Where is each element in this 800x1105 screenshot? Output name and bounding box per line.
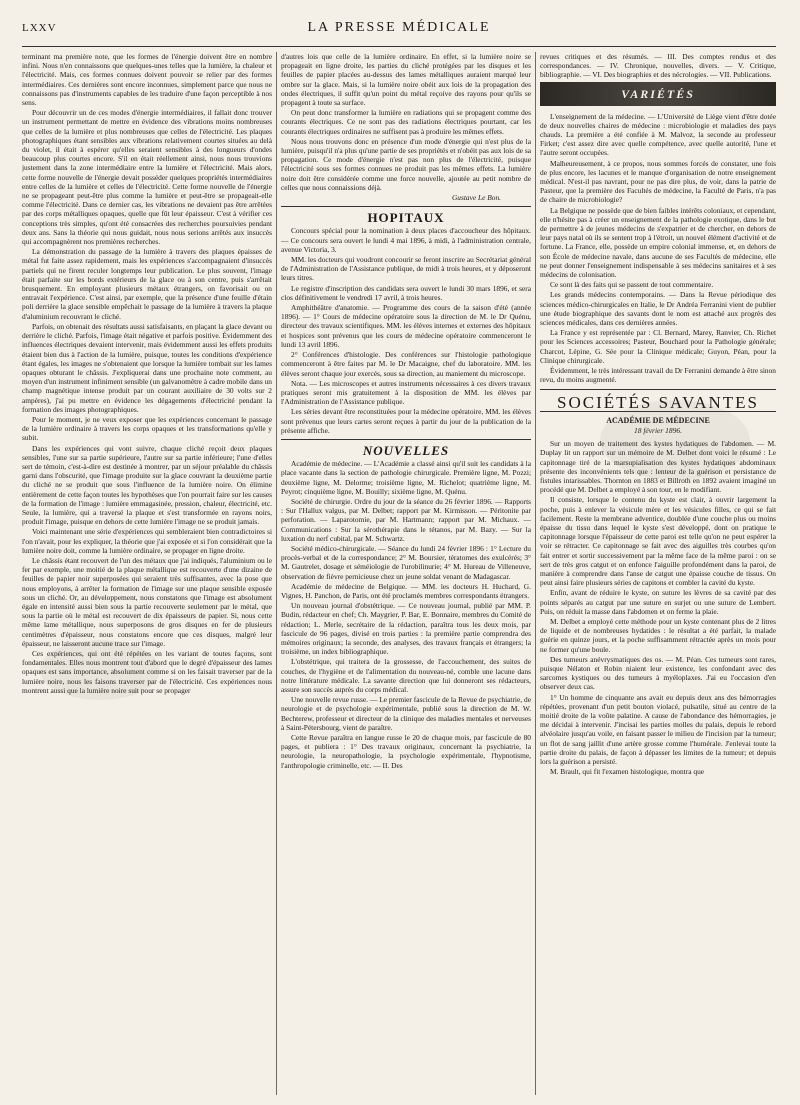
news-item: Concours spécial pour la nomination à deux places d'accoucheur des hôpitaux. — Ce concours sera ouvert le lundi 4 mai 1896, à midi, à l'administration centrale, avenue Victoria, 3. [281,226,531,254]
news-item: Académie de médecine. — L'Académie a classé ainsi qu'il suit les candidats à la place vacante dans la section de pathologie chirurgicale. Première ligne, M. Pozzi; deuxième ligne, M. Delorme; troisième ligne, M. Richelot; quatrième ligne, M. Peyrot; cinquième ligne, M. Bouilly; sixième ligne, M. Quénu. [281,459,531,496]
news-item: Malheureusement, à ce propos, nous sommes forcés de constater, une fois de plus encore, les lacunes et le manque d'organisation de notre enseignement médical. N'est-il pas navrant, pour ne pas dire plus, de voir, dans la patrie de Pasteur, que la première des Facultés de médecine, la Faculté de Paris, n'a pas de chaire de microbiologie? [540,158,776,205]
report-paragraph: Enfin, avant de réduire le kyste, on suture les lèvres de sa cavité par des points séparés au catgut par une suture en surjet ou une suture de Lembert. Puis, on réduit la masse dans l'abdomen et on ferme la plaie. [540,588,776,616]
article-paragraph: Le châssis étant recouvert de l'un des métaux que j'ai indiqués, l'aluminium ou le fer par exemple, une moitié de la plaque métallique est recouverte d'une dizaine de feuilles de papier noir superposées qui seraient très suffisantes, avec la pose que nous employons, à arrêter la formation de l'image sur une plaque sensible exposée sous un cliché. Or, au développement, nous constatons que l'image est absolument égale en intensité aussi bien sous la partie recouverte seulement par le métal, que sous la partie où le métal est recouvert de dix épaisseurs de papier. Si, nous cette même lame métallique, nous superposons de gros disques en fer de plusieurs centimètres d'épaisseur, nous constatons encore que ces disques, malgré leur épaisseur, ne laisseront aucune trace sur l'image. [22,555,272,648]
news-item: La France y est représentée par : Cl. Bernard, Marey, Ranvier, Ch. Richet pour les Sciences accessoires; Pasteur, Bouchard pour la Pathologie générale; Charcot, Lépine, G. Sée pour la Clinique médicale; Guyon, Péan, pour la Clinique chirurgicale. [540,328,776,365]
section-divider [540,389,776,390]
section-banner-varietes: VARIÉTÉS [540,82,776,106]
article-paragraph: Ces expériences, qui ont été répétées en les variant de toutes façons, sont fondamentales. Elles nous montrent tout d'abord que le degré d'épaisseur des lames opaques est sans importance, absolument comme si on les faisait traverser par de la lumière noire, nous les faisons traverser par de l'électricité. Ces expériences nous montrent aussi que la lumière noire suit pour se propager [22,649,272,695]
news-item: Amphithéâtre d'anatomie. — Programme des cours de la saison d'été (année 1896). — 1° Cours de médecine opératoire sous la direction de M. le Dr Quénu, directeur des travaux scientifiques. MM. les élèves internes et externes des hôpitaux et hospices sont prévenus que les cours de médecine opératoire commenceront le lundi 13 avril 1896. [281,303,531,349]
section-title-hopitaux: HOPITAUX [367,210,445,226]
page-number: LXXV [22,22,57,34]
article-paragraph: Voici maintenant une série d'expériences qui sembleraient bien contradictoires si l'on n'avait, pour les expliquer, la théorie que j'ai exposée et si l'on considérait que la lumière noire doit, comme la lumière ordinaire, se propager en ligne droite. [22,527,272,555]
news-item: Le registre d'inscription des candidats sera ouvert le lundi 30 mars 1896, et sera clos définitivement le vendredi 17 avril, à trois heures. [281,283,531,302]
article-paragraph: Pour découvrir un de ces modes d'énergie intermédiaires, il fallait donc trouver un instrument permettant de mettre en évidence des vibrations moins nombreuses que celles de la lumière et plus nombreuses que celles de l'électricité. Les plaques photographiques étant sensibles aux vibrations relativement courtes situées au delà du violet, il était à espérer qu'elles seraient sensibles à des longueurs d'ondes beaucoup plus courtes encore. S'il en était réellement ainsi, nous nous trouvions justement dans la zone intermédiaire entre la lumière et l'électricité. Mais alors, cette forme nouvelle de l'énergie devait posséder quelques propriétés intermédiaires entre celles de la lumière et celles de l'électricité. Cette forme nouvelle de l'énergie ne se propageant peut-être plus comme la lumière et peut-être se propageait-elle comme l'électricité. Dans ce dernier cas, les vibrations ne devaient pas être arrêtées par des corps métalliques opaques, quelle que fût leur épaisseur. C'est à vérifier ces conceptions très simples, qu'ont été consacrées des recherches poursuivies pendant deux ans. Sans la théorie qui nous guidait, nous nous serions arrêtés aux insuccès qui accompagnèrent nos premières recherches. [22,108,272,247]
report-paragraph: Il consiste, lorsque le contenu du kyste est clair, à ouvrir largement la poche, puis à enlever la vésicule mère et les vésicules filles, ce qui se fait facilement. Reste la membrane adventice, doublée d'une couche plus ou moins épaisse du tissu dans lequel le kyste s'est développé, dont on pratique le capitonnage lorsque l'épaisseur de cette paroi est telle qu'on ne peut espérer la voir se rétracter. Ce capitonnage se fait avec des aiguilles très courbes qu'on fait entrer et sortir successivement par la même face de la même paroi : on se sert de très gros catgut et on enfonce l'aiguille profondément dans la paroi, de manière à comprendre dans l'anse de catgut une épaisse couche de tissus. On peut ainsi faire plusieurs séries de capitons et combler la cavité du kyste. [540,495,776,588]
section-title-nouvelles: NOUVELLES [362,442,450,458]
news-item: Cette Revue paraîtra en langue russe le 20 de chaque mois, par fascicule de 80 pages, et publiera : 1° Des travaux originaux, concernant la psychiatrie, la neurologie, la neuropathologie, la psychologie expérimentale, l'hypnotisme, l'anthropologie criminelle, etc. — II. Des [281,733,531,770]
section-divider [281,439,531,440]
news-item: revues critiques et des résumés. — III. Des comptes rendus et des correspondances. — IV. Chronique, nouvelles, divers. — V. Critique, bibliographie. — VI. Des biographies et des nécrologies. — VII. Publications. [540,52,776,80]
news-item: 2° Conférences d'histologie. Des conférences sur l'histologie pathologique commenceront à être faites par M. le Dr Macaigne, chef du laboratoire. MM. les élèves seront chaque jour exercés, sous sa direction, au maniement du microscope. [281,350,531,378]
subsection-title-academie: ACADÉMIE DE MÉDECINE [606,415,710,425]
section-divider [281,206,531,207]
session-date: 18 février 1896. [633,425,683,435]
article-paragraph: d'autres lois que celle de la lumière ordinaire. En effet, si la lumière noire se propageait en ligne droite, les parties du cliché protégées par les disques et les feuilles de papier placées au-dessus des lames métalliques auraient marqué leur ombre sur la glace. Mais, si la lumière noire obéit aux lois de la propagation des ondes électriques, il suffit qu'un point du métal reçoive des rayons pour qu'ils se propagent à toute sa surface. [281,52,531,108]
column-2 [281,52,531,1095]
journal-title: LA PRESSE MÉDICALE [307,20,491,35]
article-paragraph: Nous nous trouvons donc en présence d'un mode d'énergie qui n'est plus de la lumière, puisqu'il n'a plus qu'une partie de ses propriétés et n'obéit pas aux lois de sa propagation. Ce mode d'énergie n'est pas non plus de l'électricité, puisque l'électricité sous ses formes connues ne produit pas les mêmes effets. La lumière noire doit être considérée comme une force nouvelle, ajoutée au petit nombre de celles que nous connaissions déjà. [281,136,531,192]
news-item: Une nouvelle revue russe. — Le premier fascicule de la Revue de psychiatrie, de neurologie et de psychologie expérimentale, publié sous la direction de M. W. Bechterew, professeur et directeur de la clinique des maladies mentales et nerveuses à Saint-Pétersbourg, vient de paraître. [281,695,531,732]
article-paragraph: Parfois, on obtenait des résultats aussi satisfaisants, en plaçant la glace devant ou derrière le cliché. Parfois, l'image était négative et parfois positive. Évidemment des influences électriques devaient intervenir, mais évidemment aussi les effets produits étaient bien dus à l'action de la lumière, puisque, toutes les conditions d'expérience étant égales, les images ne s'obtenaient que lorsque la lumière tombait sur les lames opaques obturant le châssis. J'expliquerai dans une prochaine note comment, au moyen d'un instrument infiniment sensible (un galvanomètre à cadre mobile dans un champ magnétique intense produit par un courant auxiliaire de 30 volts sur 2 ampères), j'ai pu mettre en évidence les dégagements d'électricité pendant la formation des images photographiques. [22,321,272,414]
news-item: Société de chirurgie. Ordre du jour de la séance du 26 février 1896. — Rapports : Sur l'Hallux valgus, par M. Delbet; rapport par M. Kirmisson. — Péritonite par perforation. — Laparotomie, par M. Hartmann; rapport par M. Michaux. — Communications : Sur la sérothérapie dans le tétanos, par M. Bazy. — Sur la luxation du nerf cubital, par M. Schwartz. [281,496,531,543]
news-item: La Belgique ne possède que de bien faibles intérêts coloniaux, et cependant, elle n'hésite pas à créer un enseignement de la pathologie exotique, dans le but de permettre à de jeunes médecins de s'expatrier et de chercher, en dehors de leur pays natal où ils se sentent trop à l'étroit, un nouvel élément d'activité et de fortune. La France, elle, possède un empire colonial immense, et, en dehors de son École de médecine navale, dans aucune de ses Facultés de médecine, elle ne peut donner l'enseignement indispensable à ses médecins sanitaires et à ses médecins de colonisation. [540,205,776,280]
news-item: Un nouveau journal d'obstétrique. — Ce nouveau journal, publié par MM. P. Budin, rédacteur en chef; Ch. Maygrier, P. Bar, E. Bonnaire, membres du Comité de rédaction; L. Merle, secrétaire de la rédaction, paraîtra tous les deux mois, par fascicule de 96 pages, divisé en trois parties : la première partie comprendra des mémoires originaux; la seconde, des analyses, des travaux français et étrangers; la troisième, un index bibliographique. [281,601,531,657]
author-signature: Gustave Le Bon. [451,193,501,203]
report-paragraph: Des tumeurs anévrysmatiques des os. — M. Péan. Ces tumeurs sont rares, puisque Nélaton et Robin niaient leur existence, les confondant avec des sarcomes kystiques ou des tumeurs à myéloplaxes. J'ai eu l'occasion d'en observer deux cas. [540,654,776,692]
news-item: Les séries devant être reconstituées pour la médecine opératoire, MM. les élèves sont prévenus que leurs cartes seront reçues à partir du jour de la publication de la présente affiche. [281,407,531,435]
news-item: Académie de médecine de Belgique. — MM. les docteurs H. Huchard, G. Vignes, H. Panchon, de Paris, ont été proclamés membres correspondants étrangers. [281,581,531,600]
article-paragraph: La démonstration du passage de la lumière à travers des plaques épaisses de métal fut faite assez rapidement, mais les expériences s'accompagnaient d'insuccès partiels qui ne firent reculer longtemps leur publication. Le plus souvent, l'image était parfaite sur les bords extérieurs de la glace ou à son centre, puis s'arrêtait brusquement. En employant plusieurs métaux étrangers, on favorisait ou on entravait l'expérience. C'est ainsi, par exemple, que la présence d'une feuille d'étain poli derrière la glace sensible empêchait le passage de la lumière à travers la plaque d'aluminium recouvrant le cliché. [22,247,272,321]
article-paragraph: Dans les expériences qui vont suivre, chaque cliché reçoit deux plaques sensibles, l'une sur sa partie supérieure, l'autre sur sa partie inférieure; l'une d'elles sert de témoin, c'est-à-dire est destinée à montrer, par un séjour préalable du châssis garni dans l'obscurité, que l'image produite sur la glace couvrant la deuxième partie du cliché ne se produit que sous l'influence de la lumière noire. On élimine entièrement de cette façon toutes les hypothèses que l'on pourrait faire sur les causes de la formation de l'image : lumière emmagasinée, pression, chaleur, électricité, etc. Seule, la lumière, qui a traversé la plaque et s'est transformée en rayons noirs, produit l'image, puisque en dehors de cette lumière l'image ne se produit jamais. [22,443,272,527]
article-paragraph: Pour le moment, je ne veux exposer que les expériences concernant le passage de la lumière ordinaire à travers les corps opaques et les transformations qu'elle y subit. [22,414,272,443]
news-item: Société médico-chirurgicale. — Séance du lundi 24 février 1896 : 1° Lecture du procès-verbal et de la correspondance; 2° M. Boursier, tératomes des exulcérés; 3° M. Gautrelet, dosage et séméiologie de l'urobilinurie; 4° M. Hureau de Villeneuve, observation de fièvre pernicieuse chez un jeune soldat venant de Madagascar. [281,543,531,581]
article-paragraph: terminant ma première note, que les formes de l'énergie doivent être en nombre infini. Nous n'en connaissons que quelques-unes telles que la lumière, la chaleur et l'électricité. Mais, ces formes connues doivent pouvoir se relier par des formes intermédiaires. Ces dernières sont encore inconnues, simplement parce que nous ne connaissons pas d'instruments capables de les traduire d'une façon perceptible à nos sens. [22,52,272,108]
news-item: Les grands médecins contemporains. — Dans la Revue périodique des sciences médico-chirurgicales en Italie, le Dr Andréa Ferranini vient de publier une étude biographique des savants dont le nom est attaché aux progrès des sciences médicales, dans ces dernières années. [540,290,776,328]
report-paragraph: M. Brault, qui fit l'examen histologique, montra que [550,767,705,777]
column-1 [22,52,272,1095]
news-item: MM. les docteurs qui voudront concourir se feront inscrire au Secrétariat général de l'Administration de l'Assistance publique, de midi à trois heures, et y déposeront leurs titres. [281,255,531,283]
report-paragraph: Sur un moyen de traitement des kystes hydatiques de l'abdomen. — M. Duplay lit un rapport sur un mémoire de M. Delbet dont voici le résumé : Le capitonnage tiré de la marsupialisation des kystes hydatiques abdominaux présente des inconvénients tels que : lenteur de la guérison et persistance de fistules intarissables. Thornton en 1883 et Billroth en 1892 avaient imaginé un procédé que M. Delbet a employé à son tour, en le modifiant. [540,439,776,495]
column-rule-2 [535,52,536,1095]
news-item: L'obstétrique, qui traitera de la grossesse, de l'accouchement, des suites de couches, de l'hygiène et de l'alimentation du nouveau-né, comble une lacune dans notre littérature médicale. La savante direction que lui donneront ses rédacteurs, assure son succès auprès du corps médical. [281,657,531,694]
section-title-societes-savantes: SOCIÉTÉS SAVANTES [557,392,759,412]
news-item: Ce sont là des faits qui se passent de tout commentaire. [550,280,714,290]
news-item: Nota. — Les microscopes et autres instruments nécessaires à ces divers travaux pratiques seront mis gratuitement à la disposition de MM. les élèves par l'Administration de l'Assistance publique. [281,378,531,407]
report-paragraph: M. Delbet a employé cette méthode pour un kyste contenant plus de 2 litres de liquide et de nombreuses hydatides : le résultat a été parfait, la malade guérie en quinze jours, et la poche suffisamment rétractée après un mois pour ne former qu'une boule. [540,616,776,654]
report-paragraph: 1° Un homme de cinquante ans avait eu depuis deux ans des hémorragies répétées, provenant d'un petit bouton violacé, pulsatile, situé au centre de la moitié droite de la voûte palatine. A cause de l'abondance des hémorragies, je me décidai à intervenir. J'incisai les parties molles du palais, depuis le rebord alvéolaire jusqu'au voile, en faisant passer le milieu de l'incision par la tumeur; un flot de sang jaillit d'une artère grosse comme l'humérale. J'enlevai toute la partie droite du palais, de façon à dépasser les limites de la tumeur; et depuis lors la guérison a persisté. [540,692,776,767]
page-header [22,18,776,47]
article-paragraph: On peut donc transformer la lumière en radiations qui se propagent comme des courants électriques. Ce ne sont pas des radiations électriques pourtant, car les courants électriques ordinaires ne suffisent pas à produire les mêmes effets. [281,108,531,136]
news-item: Évidemment, le très intéressant travail du Dr Ferranini demande à être sinon revu, du moins augmenté. [540,366,776,385]
news-item: L'enseignement de la médecine. — L'Université de Liège vient d'être dotée de deux nouvelles chaires de médecine : microbiologie et maladies des pays chauds. La première a été confiée à M. Malvoz, la seconde au professeur Firket; c'est assez dire avec quelle compétence, avec quelle autorité, l'une et l'autre seront occupées. [540,111,776,158]
column-rule-1 [276,52,277,1095]
column-3 [540,52,776,1095]
